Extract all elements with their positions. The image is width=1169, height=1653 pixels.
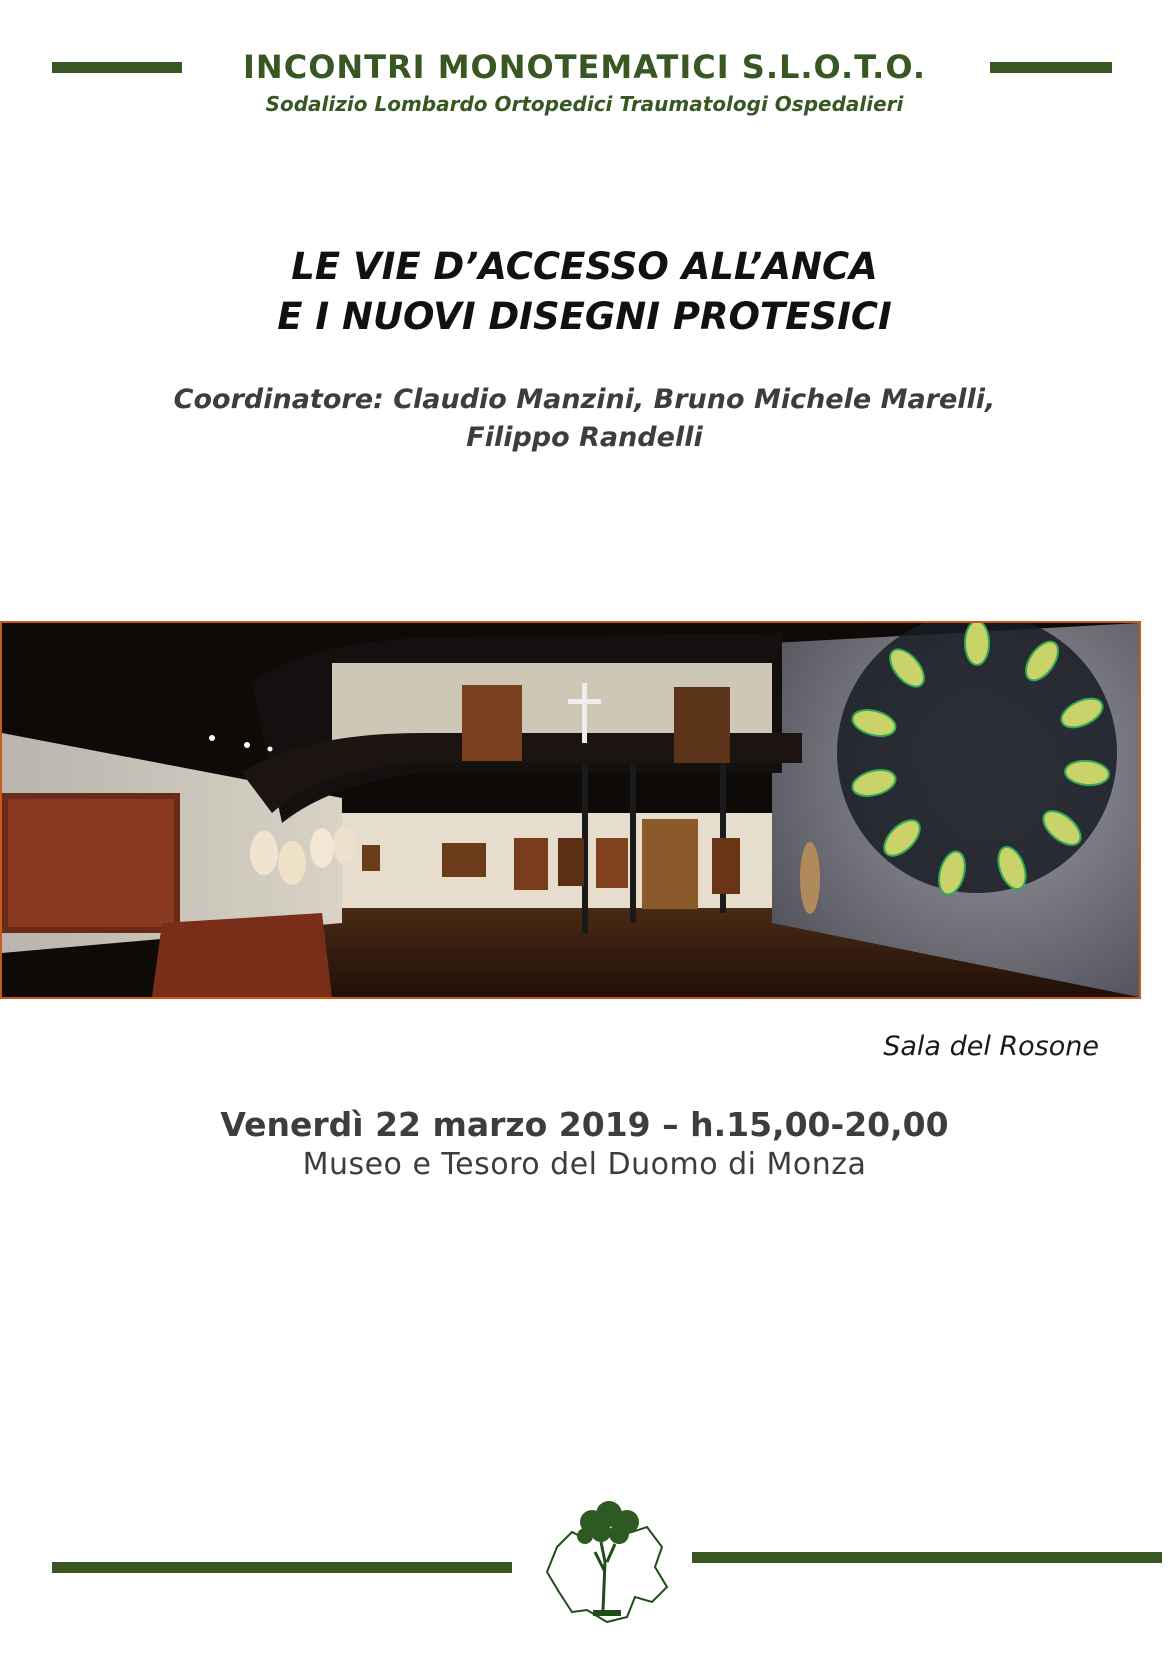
coordinators-line1: Coordinatore: Claudio Manzini, Bruno Michele Marelli, bbox=[173, 384, 996, 415]
museum-hall-photo bbox=[0, 621, 1141, 999]
coordinators-line2: Filippo Randelli bbox=[466, 422, 703, 453]
photo-caption: Sala del Rosone bbox=[883, 1031, 1099, 1062]
event-date-time: Venerdì 22 marzo 2019 – h.15,00-20,00 bbox=[220, 1105, 949, 1144]
footer-rule-left bbox=[52, 1562, 512, 1573]
event-title-line1: LE VIE D’ACCESSO ALL’ANCA bbox=[291, 245, 878, 288]
event-title-line2: E I NUOVI DISEGNI PROTESICI bbox=[277, 295, 892, 338]
footer-rule-right bbox=[692, 1552, 1162, 1563]
tree-lombardy-logo-icon bbox=[537, 1492, 679, 1634]
org-name: INCONTRI MONOTEMATICI S.L.O.T.O. bbox=[243, 48, 926, 86]
event-venue: Museo e Tesoro del Duomo di Monza bbox=[302, 1147, 867, 1182]
org-full-name: Sodalizio Lombardo Ortopedici Traumatologi Ospedalieri bbox=[265, 92, 904, 116]
